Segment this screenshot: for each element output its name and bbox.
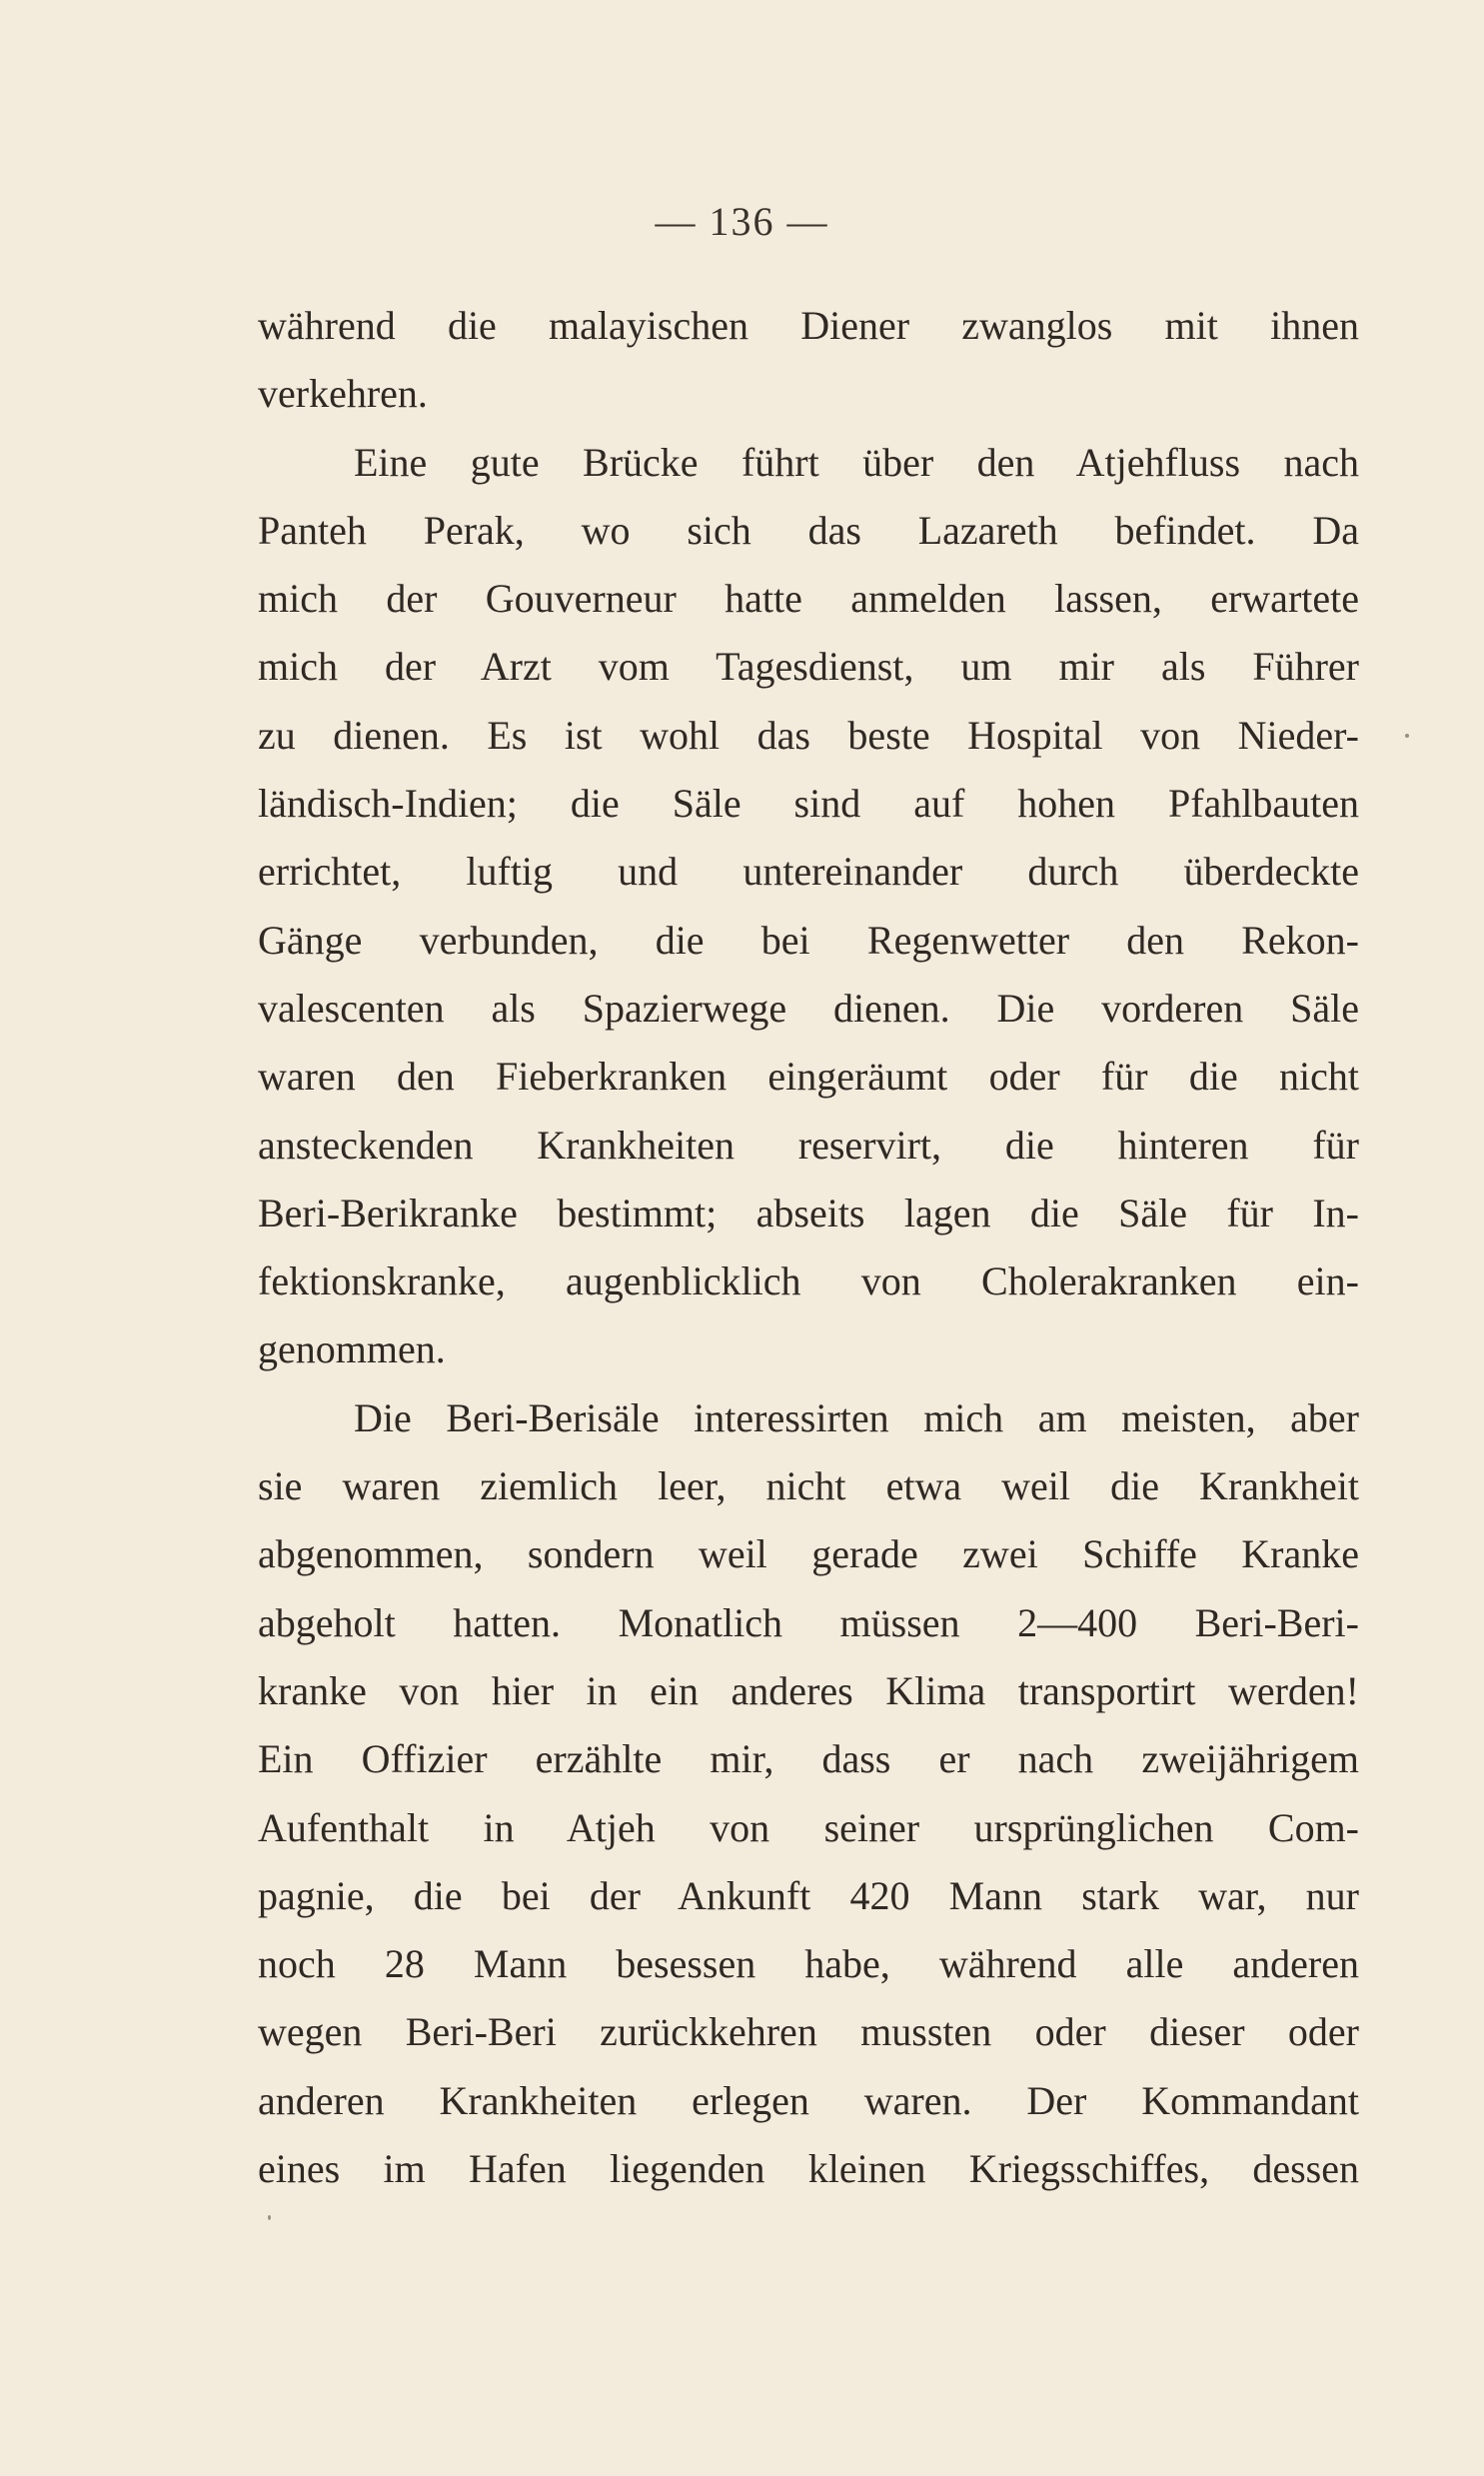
body-text xyxy=(258,292,1359,2203)
text-line: eines im Hafen liegenden kleinen Kriegsschiffes, dessen xyxy=(258,2146,1359,2192)
text-line: mich der Gouverneur hatte anmelden lassen, erwartete xyxy=(258,576,1359,622)
text-line: während die malayischen Diener zwanglos mit ihnen xyxy=(258,303,1359,348)
text-line: Aufenthalt in Atjeh von seiner ursprünglichen Com- xyxy=(258,1804,1359,1850)
text-line: wegen Beri-Beri zurückkehren mussten oder dieser oder xyxy=(258,2009,1359,2055)
text-line: Gänge verbunden, die bei Regenwetter den Rekon- xyxy=(258,917,1359,963)
text-line: ländisch-Indien; die Säle sind auf hohen Pfahlbauten xyxy=(258,781,1359,827)
text-line: abgenommen, sondern weil gerade zwei Schiffe Kranke xyxy=(258,1531,1359,1577)
text-line: Eine gute Brücke führt über den Atjehfluss nach xyxy=(354,439,1359,485)
text-line: zu dienen. Es ist wohl das beste Hospital von Nieder- xyxy=(258,712,1359,758)
text-line: Ein Offizier erzählte mir, dass er nach zweijährigem xyxy=(258,1736,1359,1782)
text-line: noch 28 Mann besessen habe, während alle anderen xyxy=(258,1941,1359,1987)
text-line: anderen Krankheiten erlegen waren. Der Kommandant xyxy=(258,2077,1359,2123)
text-line: pagnie, die bei der Ankunft 420 Mann stark war, nur xyxy=(258,1872,1359,1918)
page-number: — 136 — xyxy=(655,199,829,244)
text-line: fektionskranke, augenblicklich von Cholerakranken ein- xyxy=(258,1258,1359,1304)
text-line: kranke von hier in ein anderes Klima transportirt werden! xyxy=(258,1667,1359,1713)
text-line: verkehren. xyxy=(258,371,428,417)
text-line: errichtet, luftig und untereinander durch überdeckte xyxy=(258,849,1359,895)
paper-speck xyxy=(268,2215,271,2220)
text-line: Die Beri-Berisäle interessirten mich am meisten, aber xyxy=(354,1394,1359,1440)
paper-speck xyxy=(1405,734,1409,738)
text-line: Beri-Berikranke bestimmt; abseits lagen die Säle für In- xyxy=(258,1190,1359,1236)
text-line: mich der Arzt vom Tagesdienst, um mir als Führer xyxy=(258,644,1359,690)
text-line: sie waren ziemlich leer, nicht etwa weil die Krankheit xyxy=(258,1463,1359,1509)
text-line: Panteh Perak, wo sich das Lazareth befindet. Da xyxy=(258,507,1359,553)
text-line: ansteckenden Krankheiten reservirt, die hinteren für xyxy=(258,1122,1359,1168)
text-line: genommen. xyxy=(258,1326,446,1372)
text-line: waren den Fieberkranken eingeräumt oder für die nicht xyxy=(258,1054,1359,1100)
text-line: abgeholt hatten. Monatlich müssen 2—400 Beri-Beri- xyxy=(258,1599,1359,1645)
text-line: valescenten als Spazierwege dienen. Die vorderen Säle xyxy=(258,985,1359,1031)
